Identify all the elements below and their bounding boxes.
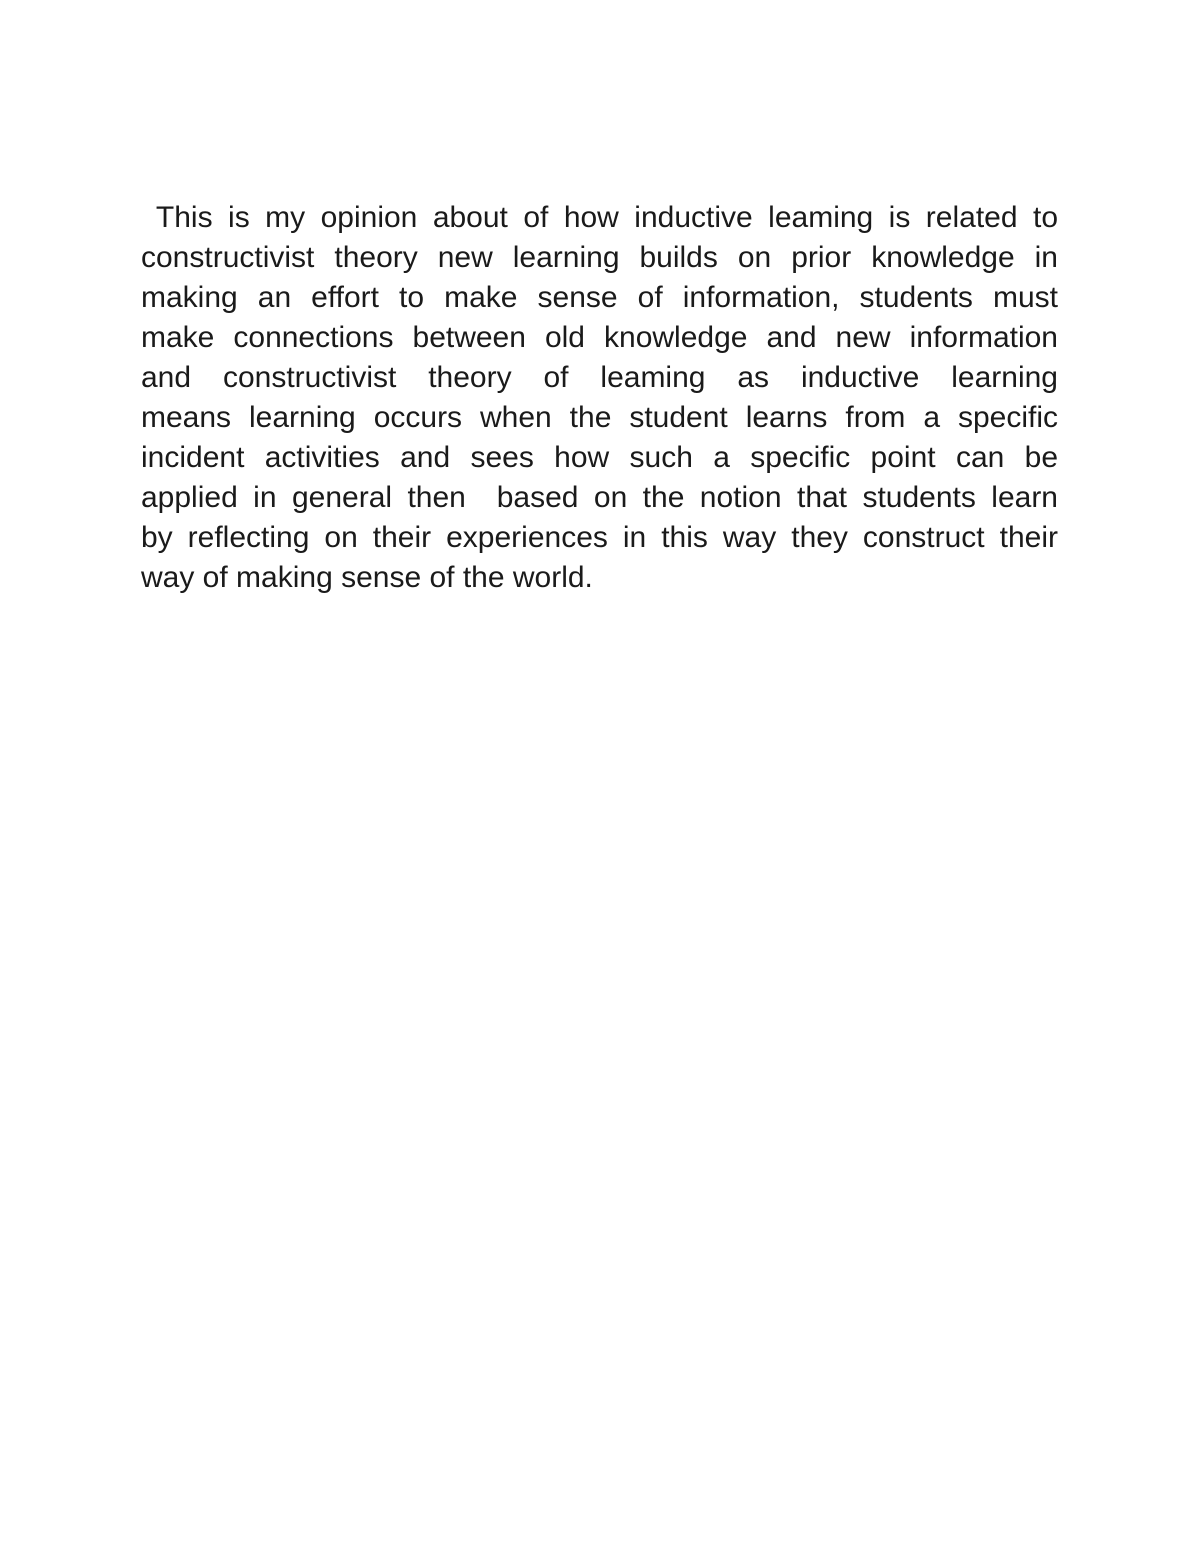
paragraph-line: incident activities and sees how such a specific point can be	[141, 441, 1058, 474]
paragraph-line: applied in general then based on the notion that students learn	[141, 481, 1058, 514]
paragraph-line: constructivist theory new learning builds on prior knowledge in	[141, 241, 1058, 274]
paragraph-line: means learning occurs when the student learns from a specific	[141, 401, 1058, 434]
paragraph-line: and constructivist theory of leaming as inductive learning	[141, 361, 1058, 394]
paragraph-line: This is my opinion about of how inductive leaming is related to	[141, 201, 1058, 234]
paragraph-line: making an effort to make sense of information, students must	[141, 281, 1058, 314]
body-paragraph	[141, 198, 1058, 598]
paragraph-line: make connections between old knowledge and new information	[141, 321, 1058, 354]
paragraph-line: way of making sense of the world.	[141, 561, 593, 594]
paragraph-line: by reflecting on their experiences in this way they construct their	[141, 521, 1058, 554]
